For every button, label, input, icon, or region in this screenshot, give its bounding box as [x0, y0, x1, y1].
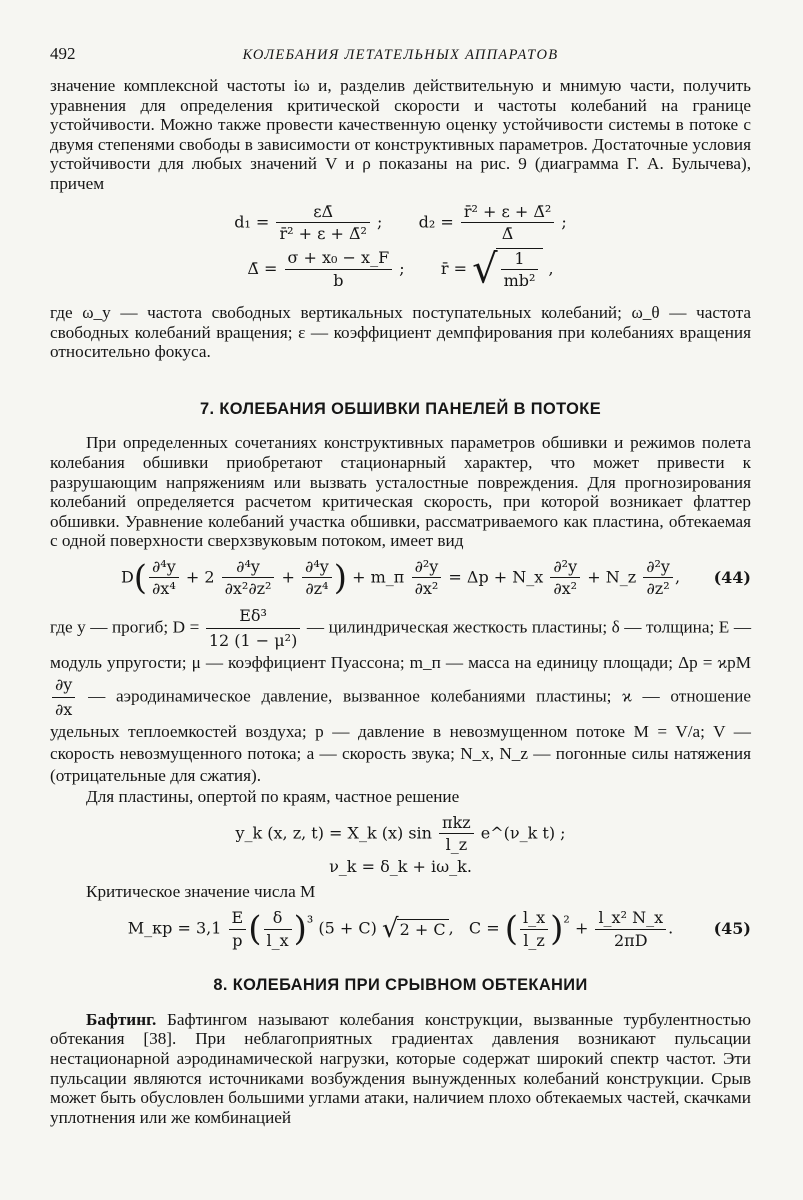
eq44-D: D: [120, 567, 134, 587]
eq44-term4-num: ∂²y: [412, 557, 442, 579]
eq45-mid: (5 + C): [318, 918, 377, 938]
d1-numerator: εΔ̄: [276, 202, 369, 224]
where-paragraph-1: где ω_y — частота свободных вертикальных поступательных колебаний; ω_θ — частота свободных колебаний вращения; ε — коэффициент демпфирования при колебаниях вращения относительно фокуса.: [50, 302, 751, 362]
eq44-comma: ,: [674, 567, 681, 587]
sin-fraction: [439, 813, 474, 855]
formula-block-d1-d2: [50, 202, 751, 244]
buffeting-label: Бафтинг.: [86, 1009, 157, 1029]
eq44-term3-num: ∂⁴y: [302, 557, 332, 579]
eq45-cube: ³: [306, 912, 314, 932]
eq45-E-num: E: [229, 908, 247, 930]
r-denominator: mb²: [503, 271, 536, 291]
stiffness-den: 12 (1 − μ²): [208, 631, 298, 651]
eq45-C-lhs: , C =: [448, 918, 500, 938]
solution-line-2: ν_k = δ_k + iω_k.: [329, 856, 472, 876]
eq44-term4-den: ∂x²: [414, 579, 439, 599]
eq44-term5-num: ∂²y: [550, 557, 580, 579]
eq45-C-fraction: [520, 908, 548, 950]
d2-fraction: [461, 202, 554, 244]
eq45-left-paren: (: [248, 909, 262, 950]
eq44-term4: [412, 557, 442, 599]
pressure-fraction: [52, 674, 75, 721]
sin-den: l_z: [445, 835, 468, 855]
delta-lhs: Δ̄ =: [247, 258, 278, 278]
eq44-term2: [222, 557, 275, 599]
eq44-term5: [550, 557, 580, 599]
eq45-right-paren: ): [293, 909, 307, 950]
section-7-title: 7. КОЛЕБАНИЯ ОБШИВКИ ПАНЕЛЕЙ В ПОТОКЕ: [199, 399, 602, 418]
d2-lhs: d₂ =: [418, 212, 454, 232]
r-lhs: r̄ =: [440, 258, 467, 278]
eq44-term5-den: ∂x²: [553, 579, 578, 599]
r-numerator: 1: [501, 249, 539, 271]
eq45-C-den: l_z: [523, 930, 545, 950]
eq45-plus: +: [574, 918, 589, 938]
delta-fraction: [285, 248, 393, 290]
eq45-period: .: [668, 918, 674, 938]
eq45-N-den: 2πD: [614, 930, 648, 950]
sqrt-sign: √: [472, 246, 498, 293]
stiffness-num: Eδ³: [206, 605, 301, 629]
buffeting-text: Бафтингом называют колебания конструкции, вызванные турбулентностью обтекания [38]. При неблагоприятных градиентах давления возникают пульсации нестационарной аэродинамической нагрузки, которые содержат широкий спектр частот. Эти пульсации являются источниками возбуждения вынужденных колебаний конструкции. Срыв может быть обусловлен большими углами атаки, наличием плохо обтекаемых частей, скачками уплотнения или же комбинацией: [50, 1009, 751, 1127]
buffeting-paragraph: [50, 1010, 751, 1128]
eq44-term3-den: ∂z⁴: [305, 579, 329, 599]
intro-paragraph: значение комплексной частоты iω и, разделив действительную и мнимую части, получить уравнения для определения критической скорости и частоты колебаний на границе устойчивости. Можно также провести качественную оценку устойчивости системы в потоке с двумя степенями свободы в зависимости от конструктивных параметров. Достаточные условия устойчивости для любых значений V и ρ показаны на рис. 9 (диаграмма Г. А. Булычева), причем: [50, 76, 751, 193]
page-number: 492: [50, 44, 76, 63]
eq44-term6-den: ∂z²: [646, 579, 670, 599]
r-radicand: [496, 248, 544, 291]
eq45-C-right-paren: ): [550, 909, 564, 950]
eq44-term2-den: ∂x²∂z²: [224, 579, 272, 599]
eq44-term6: [643, 557, 673, 599]
where2-part-b: — цилиндрическая жесткость пластины; δ — толщина; E — модуль упругости; μ — коэффициент Пуассона; m_п — масса на единицу площади; Δp = ϰpM: [50, 617, 752, 673]
d1-fraction: [276, 202, 369, 244]
plate-sentence: Для пластины, опертой по краям, частное решение: [86, 787, 460, 807]
d2-numerator: r̄² + ε + Δ̄²: [461, 202, 554, 224]
running-title: КОЛЕБАНИЯ ЛЕТАТЕЛЬНЫХ АППАРАТОВ: [242, 47, 559, 63]
eq44-term2-num: ∂⁴y: [222, 557, 275, 579]
eq44-term6-num: ∂²y: [643, 557, 673, 579]
r-sqrt: [472, 248, 543, 291]
eq44-nz-term: + N_z: [587, 567, 637, 587]
equation-44: [50, 557, 751, 599]
d2-separator: ;: [561, 212, 567, 232]
delta-separator: ;: [399, 258, 405, 278]
eq44-right-paren: ): [333, 557, 348, 598]
eq45-N-num: l_x² N_x: [595, 908, 666, 930]
eq44-plus2: + 2: [185, 567, 215, 587]
d2-denominator: Δ̄: [501, 224, 514, 244]
solution-line-1: [50, 813, 751, 855]
stiffness-fraction: [206, 605, 301, 652]
eq44-mass-term: + m_п: [352, 567, 405, 587]
solution-exponential: e^(ν_k t) ;: [480, 823, 566, 843]
formula-block-delta-r: [50, 248, 751, 291]
eq45-delta-fraction: [264, 908, 292, 950]
d1-lhs: d₁ =: [234, 212, 270, 232]
eq44-term1-den: ∂x⁴: [152, 579, 176, 599]
eq44-term1-num: ∂⁴y: [149, 557, 179, 579]
critical-sentence: Критическое значение числа M: [86, 882, 316, 902]
sin-num: πkz: [439, 813, 474, 835]
eq44-left-paren: (: [133, 557, 148, 598]
eq45-C-num: l_x: [520, 908, 548, 930]
eq45-C-left-paren: (: [504, 909, 519, 950]
where2-part-c: — аэродинамическое давление, вызванное колебаниями пластины; ϰ — отношение удельных теплоемкостей воздуха; p — давление в невозмущенном потоке M = V/a; V — скорость невозмущенного потока; a — скорость звука; N_x, N_z — погонные силы натяжения (отрицательные для сжатия).: [50, 686, 751, 786]
eq44-term3: [302, 557, 332, 599]
r-separator: ,: [548, 258, 554, 278]
eq45-lhs: M_кр = 3,1: [127, 918, 222, 938]
solution-lhs: y_k (x, z, t) = X_k (x) sin: [235, 823, 432, 843]
delta-numerator: σ + x₀ − x_F: [285, 248, 393, 270]
eq45-E-den: p: [232, 930, 243, 950]
d1-denominator: r̄² + ε + Δ̄²: [279, 224, 367, 244]
eq45-N-fraction: [595, 908, 666, 950]
eq45-sqrt: [382, 914, 449, 945]
eq44-rhs: = Δp + N_x: [448, 567, 544, 587]
eq44-term1: [149, 557, 179, 599]
pressure-den: ∂x: [55, 700, 73, 720]
eq44-plus: +: [281, 567, 295, 587]
equation-44-number: (44): [713, 568, 751, 588]
equation-45-number: (45): [713, 919, 751, 939]
eq45-square: ²: [563, 912, 570, 932]
eq45-sqrt-content: 2 + C: [397, 919, 449, 940]
section-8-title: 8. КОЛЕБАНИЯ ПРИ СРЫВНОМ ОБТЕКАНИИ: [213, 976, 588, 995]
eq45-E-fraction: [229, 908, 247, 950]
section-7-paragraph: При определенных сочетаниях конструктивных параметров обшивки и режимов полета колебания обшивки приобретают стационарный характер, что может привести к разрушающим напряжениям или вызвать усталостные повреждения. Для прогнозирования колебаний определяется расчетом критическая скорость, при которой возникает флаттер обшивки. Уравнение колебаний участка обшивки, рассматриваемого как пластина, обтекаемая с одной поверхности сверхзвуковым потоком, имеет вид: [50, 433, 751, 551]
where-paragraph-2: [50, 605, 751, 787]
equation-45: [50, 908, 751, 950]
eq45-delta-den: l_x: [266, 930, 289, 950]
pressure-num: ∂y: [52, 674, 75, 698]
where2-part-a: где y — прогиб; D =: [50, 617, 200, 637]
eq45-sqrt-sign: √: [382, 914, 399, 945]
d1-separator: ;: [377, 212, 383, 232]
page-header: [50, 40, 751, 76]
eq45-delta-num: δ: [264, 908, 292, 930]
delta-denominator: b: [333, 270, 344, 290]
r-fraction: [501, 249, 539, 291]
